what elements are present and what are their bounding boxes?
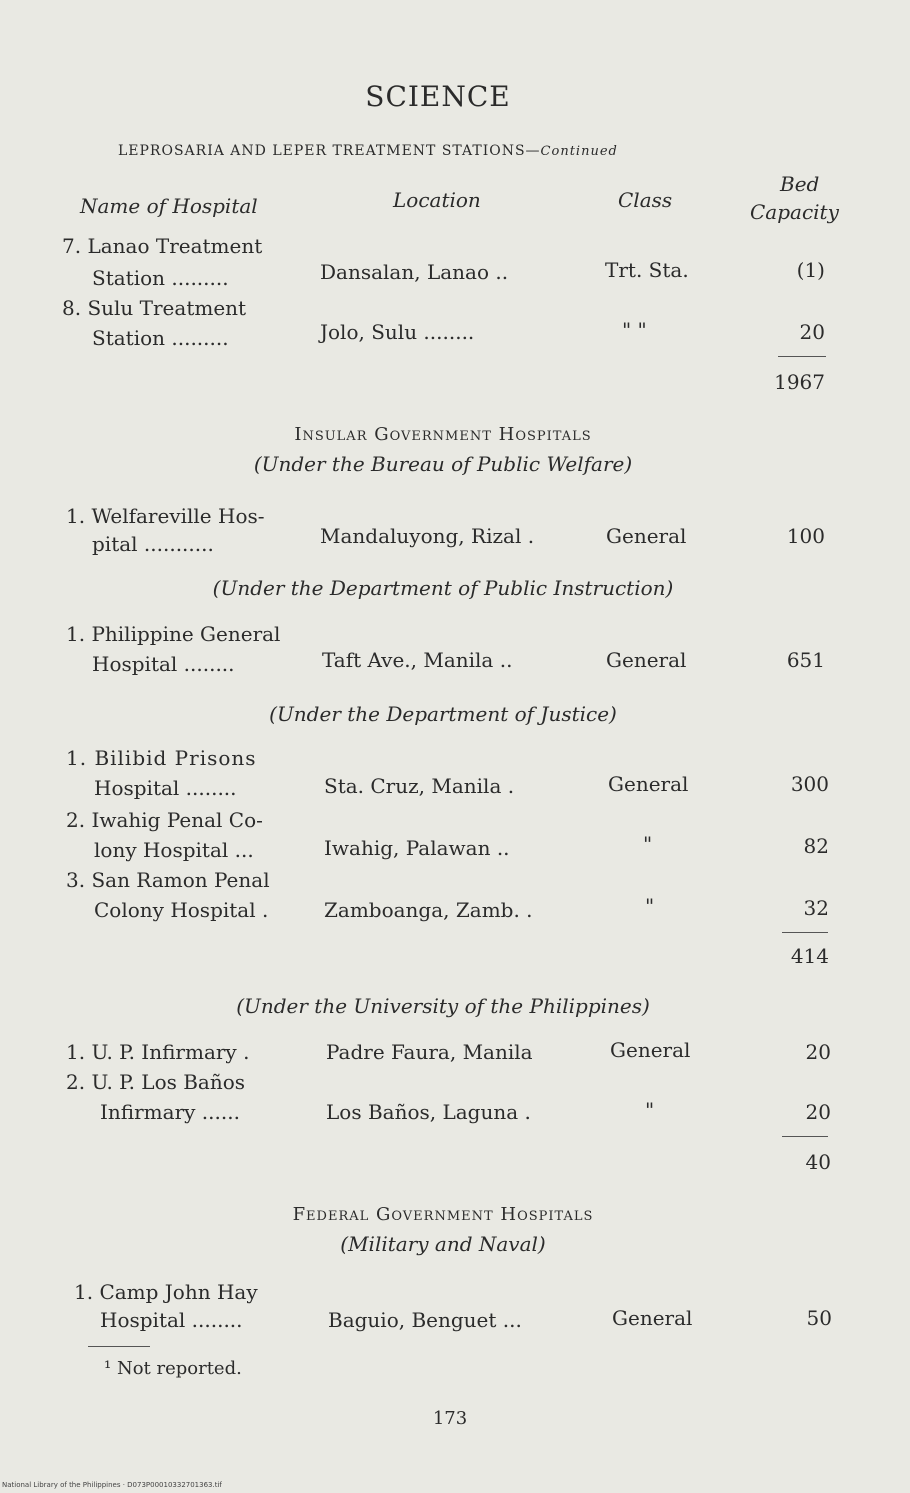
total-rule: [782, 932, 828, 933]
table-row-sanramon-line1: 3. San Ramon Penal: [66, 868, 270, 892]
col-header-location: Location: [393, 188, 481, 212]
table-row-pgh-line2: Hospital ........: [92, 652, 235, 676]
section-sub-justice: (Under the Department of Justice): [269, 702, 617, 726]
table-row-up-losbanos-bed: 20: [805, 1100, 831, 1124]
table-row-lanao-line2: Station .........: [92, 266, 229, 290]
footnote-rule: [88, 1346, 150, 1347]
table-row-bilibid-line2: Hospital ........: [94, 776, 237, 800]
section-sub-military: (Military and Naval): [340, 1232, 546, 1256]
table-row-up-infirmary-location: Padre Faura, Manila: [326, 1040, 533, 1064]
table-row-pgh-bed: 651: [786, 648, 825, 672]
table-row-sulu-bed: 20: [799, 320, 825, 344]
table-row-iwahig-line2: lony Hospital ...: [94, 838, 254, 862]
table-row-bilibid-bed: 300: [790, 772, 829, 796]
scan-credit: National Library of the Philippines · D073P00010332701363.tif: [2, 1481, 222, 1489]
table-row-welfareville-class: General: [606, 524, 687, 548]
subtitle-text: LEPROSARIA AND LEPER TREATMENT STATIONS—: [118, 143, 541, 159]
table-row-sanramon-line2: Colony Hospital .: [94, 898, 269, 922]
col-header-capacity: Capacity: [750, 200, 839, 224]
table-row-iwahig-class: ": [643, 832, 653, 856]
table-row-welfareville-bed: 100: [786, 524, 825, 548]
table-row-sulu-line2: Station .........: [92, 326, 229, 350]
total-rule: [778, 356, 826, 357]
table-row-sulu-class: " ": [622, 318, 647, 342]
table-row-bilibid-class: General: [608, 772, 689, 796]
table-row-camp-john-hay-line2: Hospital ........: [100, 1308, 243, 1332]
table-row-bilibid-location: Sta. Cruz, Manila .: [324, 774, 515, 798]
table-row-up-infirmary-class: General: [610, 1038, 691, 1062]
leper-total: 1967: [774, 370, 825, 394]
table-row-sulu-line1: 8. Sulu Treatment: [62, 296, 247, 320]
table-row-lanao-location: Dansalan, Lanao ..: [320, 260, 509, 284]
table-row-up-losbanos-class: ": [645, 1098, 655, 1122]
section-sub-public-welfare: (Under the Bureau of Public Welfare): [253, 452, 633, 476]
col-header-class: Class: [618, 188, 673, 212]
table-row-up-infirmary-bed: 20: [805, 1040, 831, 1064]
table-row-camp-john-hay-bed: 50: [806, 1306, 832, 1330]
page-title: SCIENCE: [365, 80, 511, 113]
table-row-up-infirmary-line1: 1. U. P. Infirmary .: [66, 1040, 250, 1064]
section-heading-insular: Insular Government Hospitals: [294, 424, 592, 445]
footnote: ¹ Not reported.: [104, 1358, 242, 1379]
table-row-bilibid-line1: 1. Bilibid Prisons: [66, 746, 257, 770]
section-sub-university: (Under the University of the Philippines): [236, 994, 650, 1018]
table-row-sanramon-bed: 32: [803, 896, 829, 920]
subtitle-continued: Continued: [540, 144, 618, 159]
page-number: 173: [432, 1408, 468, 1429]
justice-total: 414: [790, 944, 829, 968]
table-row-welfareville-line2: pital ...........: [92, 532, 214, 556]
table-row-up-losbanos-line1: 2. U. P. Los Baños: [66, 1070, 246, 1094]
table-row-sulu-location: Jolo, Sulu ........: [320, 320, 475, 344]
table-row-pgh-location: Taft Ave., Manila ..: [322, 648, 513, 672]
table-subtitle: [118, 143, 618, 159]
total-rule: [782, 1136, 828, 1137]
section-sub-public-instruction: (Under the Department of Public Instruction): [212, 576, 674, 600]
table-row-lanao-line1: 7. Lanao Treatment: [62, 234, 263, 258]
col-header-name: Name of Hospital: [80, 194, 258, 218]
col-header-bed: Bed: [780, 172, 820, 196]
table-row-iwahig-line1: 2. Iwahig Penal Co-: [66, 808, 263, 832]
table-row-camp-john-hay-line1: 1. Camp John Hay: [74, 1280, 258, 1304]
table-row-pgh-class: General: [606, 648, 687, 672]
table-row-lanao-bed: (1): [796, 258, 825, 282]
table-row-lanao-class: Trt. Sta.: [605, 258, 689, 282]
table-row-sanramon-class: ": [645, 894, 655, 918]
table-row-sanramon-location: Zamboanga, Zamb. .: [324, 898, 533, 922]
table-row-pgh-line1: 1. Philippine General: [66, 622, 281, 646]
section-heading-federal: Federal Government Hospitals: [292, 1204, 594, 1225]
table-row-welfareville-location: Mandaluyong, Rizal .: [320, 524, 535, 548]
table-row-iwahig-bed: 82: [803, 834, 829, 858]
university-total: 40: [805, 1150, 831, 1174]
table-row-up-losbanos-line2: Infirmary ......: [100, 1100, 240, 1124]
table-row-welfareville-line1: 1. Welfareville Hos-: [66, 504, 265, 528]
table-row-camp-john-hay-location: Baguio, Benguet ...: [328, 1308, 522, 1332]
table-row-up-losbanos-location: Los Baños, Laguna .: [326, 1100, 531, 1124]
table-row-iwahig-location: Iwahig, Palawan ..: [324, 836, 510, 860]
table-row-camp-john-hay-class: General: [612, 1306, 693, 1330]
